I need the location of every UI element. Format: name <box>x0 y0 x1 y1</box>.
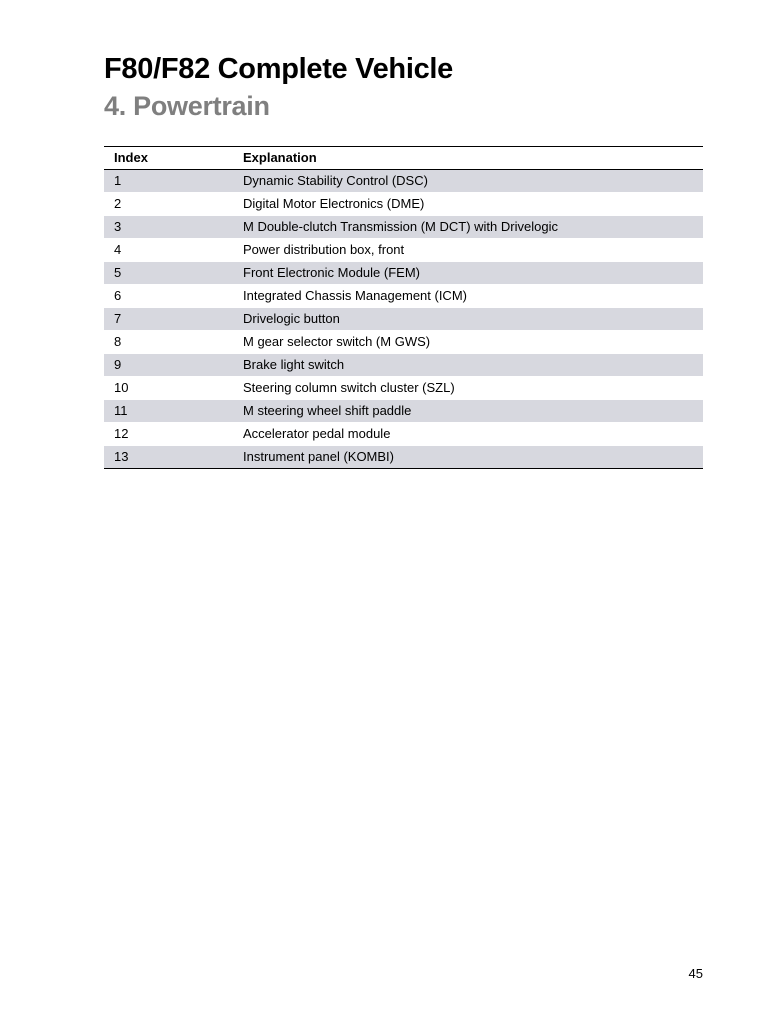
table-row <box>104 262 703 285</box>
row-explanation: Power distribution box, front <box>243 242 405 257</box>
table-row <box>104 354 703 377</box>
row-explanation: Accelerator pedal module <box>243 426 391 441</box>
row-index: 8 <box>114 334 122 349</box>
row-index: 11 <box>114 403 128 418</box>
table-row <box>104 239 703 262</box>
row-explanation: M steering wheel shift paddle <box>243 403 412 418</box>
row-index: 4 <box>114 242 122 257</box>
row-explanation: Brake light switch <box>243 357 345 372</box>
column-header-index: Index <box>114 150 148 165</box>
row-explanation: M gear selector switch (M GWS) <box>243 334 431 349</box>
table-row <box>104 193 703 216</box>
row-index: 12 <box>114 426 129 441</box>
row-index: 3 <box>114 219 122 234</box>
row-index: 1 <box>114 173 122 188</box>
table-row <box>104 331 703 354</box>
table-row <box>104 400 703 423</box>
column-header-explanation: Explanation <box>243 150 317 165</box>
page-number: 45 <box>688 966 703 981</box>
index-explanation-table <box>104 146 703 469</box>
row-index: 2 <box>114 196 122 211</box>
row-explanation: Instrument panel (KOMBI) <box>243 449 394 464</box>
row-explanation: Steering column switch cluster (SZL) <box>243 380 455 395</box>
table-row <box>104 377 703 400</box>
table-row <box>104 285 703 308</box>
row-index: 5 <box>114 265 122 280</box>
row-explanation: Drivelogic button <box>243 311 340 326</box>
table-row <box>104 423 703 446</box>
table-row <box>104 446 703 469</box>
row-index: 13 <box>114 449 129 464</box>
page-title: F80/F82 Complete Vehicle <box>104 53 453 85</box>
row-explanation: Front Electronic Module (FEM) <box>243 265 420 280</box>
row-explanation: Integrated Chassis Management (ICM) <box>243 288 467 303</box>
row-index: 6 <box>114 288 122 303</box>
section-subtitle: 4. Powertrain <box>104 91 270 121</box>
row-index: 10 <box>114 380 129 395</box>
table-row <box>104 308 703 331</box>
row-index: 9 <box>114 357 122 372</box>
table-row <box>104 216 703 239</box>
row-explanation: Digital Motor Electronics (DME) <box>243 196 425 211</box>
row-explanation: M Double-clutch Transmission (M DCT) with Drivelogic <box>243 219 558 234</box>
table-row <box>104 170 703 193</box>
row-explanation: Dynamic Stability Control (DSC) <box>243 173 428 188</box>
row-index: 7 <box>114 311 122 326</box>
table-header-row <box>104 147 703 170</box>
